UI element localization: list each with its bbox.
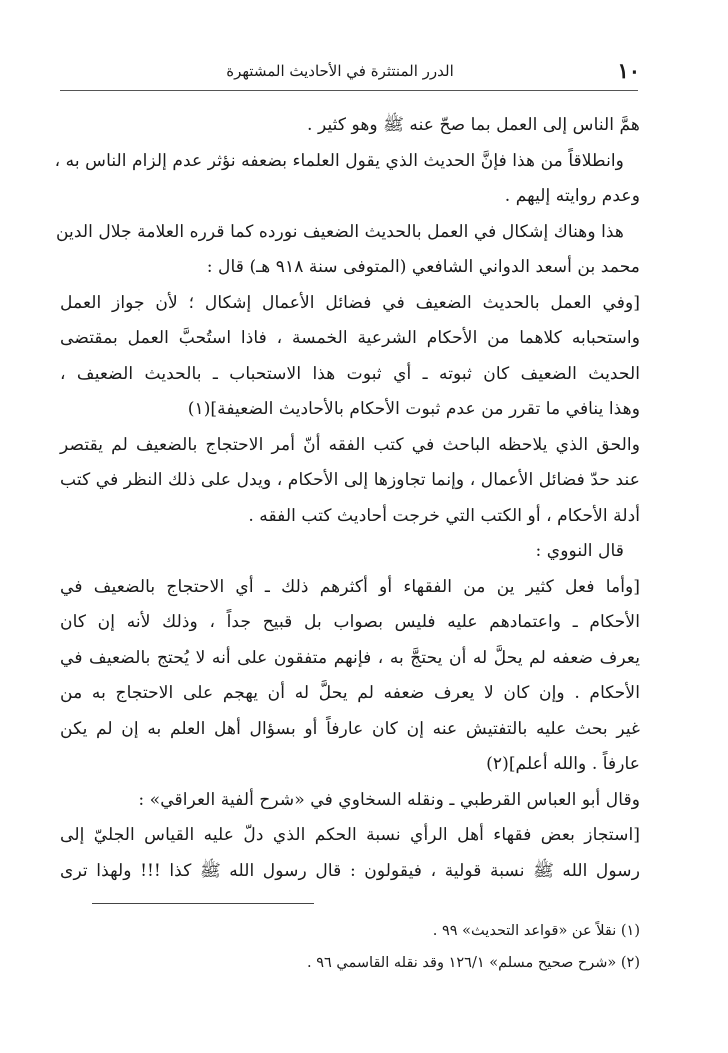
text-line: محمد بن أسعد الدواني الشافعي (المتوفى سنة ٩١٨ هـ) قال : — [206, 257, 640, 277]
text-line: أدلة الأحكام ، أو الكتب التي خرجت أحاديث كتب الفقه . — [248, 505, 640, 526]
text-line: الأحكام . وإن كان لا يعرف ضعفه لم يحلَّ له أن يهجم على الاحتجاج به من — [60, 683, 640, 703]
text-line: [وأما فعل كثير ين من الفقهاء أو أكثرهم ذلك ـ أي الاحتجاج بالضعيف في — [60, 576, 640, 597]
text-line: الحديث الضعيف كان ثبوته ـ أي ثبوت هذا الاستحباب ـ بالحديث الضعيف ، — [60, 363, 640, 384]
main-text — [54, 108, 640, 889]
footnote: (٢) «شرح صحيح مسلم» ١٢٦/١ وقد نقله القاسمي ٩٦ . — [307, 955, 640, 971]
text-line: [وفي العمل بالحديث الضعيف في فضائل الأعمال إشكال ؛ لأن جواز العمل — [60, 292, 640, 313]
text-line: والحق الذي يلاحظه الباحث في كتب الفقه أنّ أمر الاحتجاج بالضعيف لم يقتصر — [60, 434, 640, 455]
page-number: ١٠ — [617, 58, 640, 83]
text-line: عند حدّ فضائل الأعمال ، وإنما تجاوزها إلى الأحكام ، ويدل على ذلك النظر في كتب — [60, 470, 640, 490]
text-line: وعدم روايته إليهم . — [504, 186, 640, 206]
text-line: الأحكام ـ واعتمادهم عليه فليس بصواب بل قبيح جداً ، وذلك لأنه إن كان — [60, 612, 640, 632]
text-line: همَّ الناس إلى العمل بما صحّ عنه ﷺ وهو كثير . — [307, 115, 640, 135]
text-line: رسول الله ﷺ نسبة قولية ، فيقولون : قال رسول الله ﷺ كذا !!! ولهذا ترى — [60, 860, 640, 881]
text-line: قال النووي : — [535, 541, 624, 561]
text-line: وهذا ينافي ما تقرر من عدم ثبوت الأحكام بالأحاديث الضعيفة](١) — [187, 399, 640, 419]
text-line: هذا وهناك إشكال في العمل بالحديث الضعيف نورده كما قرره العلامة جلال الدين — [55, 221, 624, 242]
text-line: غير بحث عليه بالتفتيش عنه إن كان عارفاً أو بسؤال أهل العلم به إن لم يكن — [60, 718, 640, 739]
page-header — [40, 58, 640, 88]
text-line: عارفاً . والله أعلم](٢) — [486, 754, 640, 774]
text-line: واستحبابه كلاهما من الأحكام الشرعية الخمسة ، فاذا استُحبَّ العمل بمقتضى — [60, 328, 640, 348]
running-title: الدرر المنتثرة في الأحاديث المشتهرة — [226, 62, 454, 80]
text-line: وانطلاقاً من هذا فإنَّ الحديث الذي يقول العلماء بضعفه نؤثر عدم إلزام الناس به ، — [54, 150, 624, 171]
header-divider — [60, 90, 638, 91]
footnote-divider — [92, 903, 314, 904]
footnotes — [240, 915, 640, 979]
text-line: يعرف ضعفه لم يحلَّ له أن يحتجَّ به ، فإنهم متفقون على أنه لا يُحتج بالضعيف في — [60, 647, 640, 668]
text-line: [استجاز بعض فقهاء أهل الرأي نسبة الحكم الذي دلّ عليه القياس الجليّ إلى — [60, 825, 640, 845]
footnote: (١) نقلاً عن «قواعد التحديث» ٩٩ . — [432, 923, 640, 939]
text-line: وقال أبو العباس القرطبي ـ ونقله السخاوي في «شرح ألفية العراقي» : — [138, 789, 640, 810]
